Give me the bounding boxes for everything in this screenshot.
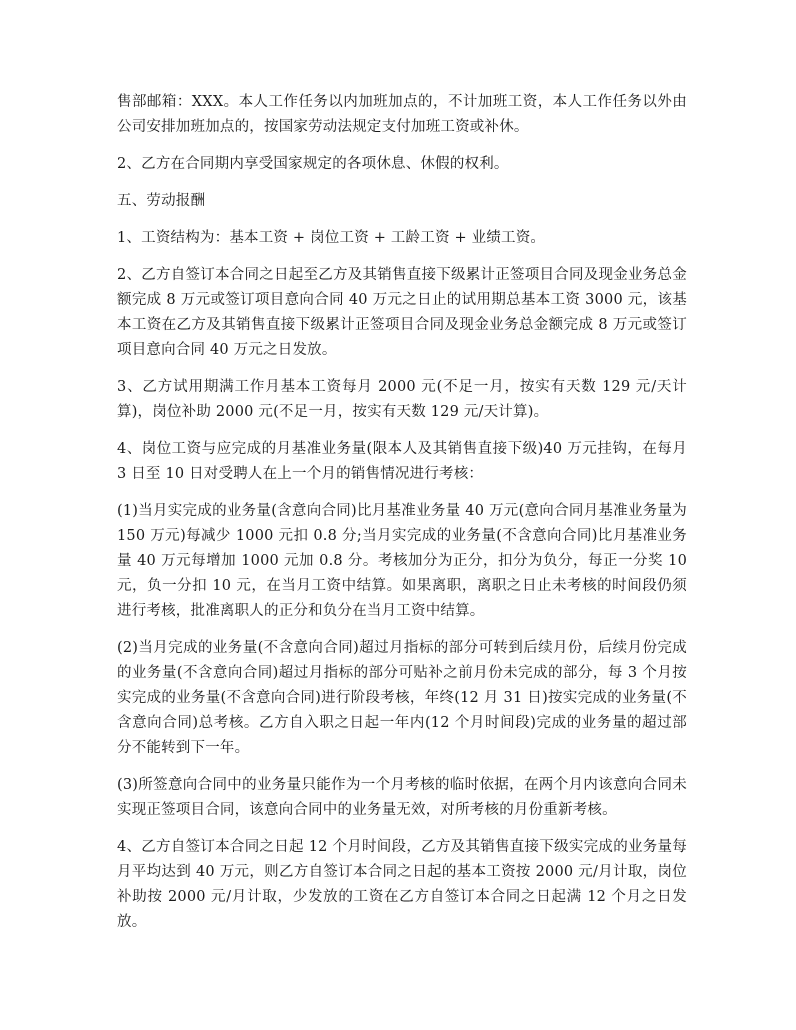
- paragraph-probation-base-salary: 2、乙方自签订本合同之日起至乙方及其销售直接下级累计正签项目合同及现金业务总金额完成 8 万元或签订项目意向合同 40 万元之日止的试用期总基本工资 3000 元，该基本工资在乙方及其销售直接下级累计正签项目合同及现金业务总金额完成 8 万元或签订项目意向合同 40 万元之日发放。: [117, 267, 687, 358]
- section-heading-labor-remuneration: 五、劳动报酬: [117, 193, 206, 209]
- paragraph-assessment-rule-1: (1)当月实完成的业务量(含意向合同)比月基准业务量 40 万元(意向合同月基准业务量为 150 万元)每减少 1000 元扣 0.8 分;当月实完成的业务量(不含意向合同)比月基准业务量 40 万元每增加 1000 元加 0.8 分。考核加分为正分，扣分为负分，每正一分奖 10 元，负一分扣 10 元，在当月工资中结算。如果离职，离职之日止未考核的时间段仍须进行考核，批准离职人的正分和负分在当月工资中结算。: [117, 503, 687, 619]
- paragraph-salary-structure: 1、工资结构为：基本工资 + 岗位工资 + 工龄工资 + 业绩工资。: [117, 230, 546, 246]
- paragraph-assessment-rule-3: (3)所签意向合同中的业务量只能作为一个月考核的临时依据，在两个月内该意向合同未实现正签项目合同，该意向合同中的业务量无效，对所考核的月份重新考核。: [117, 777, 687, 818]
- paragraph-rest-leave-rights: 2、乙方在合同期内享受国家规定的各项休息、休假的权利。: [117, 156, 509, 172]
- paragraph-assessment-rule-2: (2)当月完成的业务量(不含意向合同)超过月指标的部分可转到后续月份，后续月份完成的业务量(不含意向合同)超过月指标的部分可贴补之前月份未完成的部分，每 3 个月按实完成的业务量(不含意向合同)进行阶段考核，年终(12 月 31 日)按实完成的业务量(不含意向合同)总考核。乙方自入职之日起一年内(12 个月时间段)完成的业务量的超过部分不能转到下一年。: [117, 640, 687, 756]
- document-body: [117, 90, 687, 947]
- paragraph-overtime-pay: 售部邮箱：XXX。本人工作任务以内加班加点的，不计加班工资，本人工作任务以外由公司安排加班加点的，按国家劳动法规定支付加班工资或补休。: [117, 94, 687, 135]
- paragraph-monthly-base-salary: 3、乙方试用期满工作月基本工资每月 2000 元(不足一月，按实有天数 129 元/天计算)，岗位补助 2000 元(不足一月，按实有天数 129 元/天计算)。: [117, 379, 687, 420]
- paragraph-post-salary-assessment: 4、岗位工资与应完成的月基准业务量(限本人及其销售直接下级)40 万元挂钩，在每月 3 日至 10 日对受聘人在上一个月的销售情况进行考核：: [117, 441, 687, 482]
- paragraph-annual-salary-settlement: 4、乙方自签订本合同之日起 12 个月时间段，乙方及其销售直接下级实完成的业务量每月平均达到 40 万元，则乙方自签订本合同之日起的基本工资按 2000 元/月计取，岗位补助按 2000 元/月计取，少发放的工资在乙方自签订本合同之日起满 12 个月之日发放。: [117, 839, 687, 930]
